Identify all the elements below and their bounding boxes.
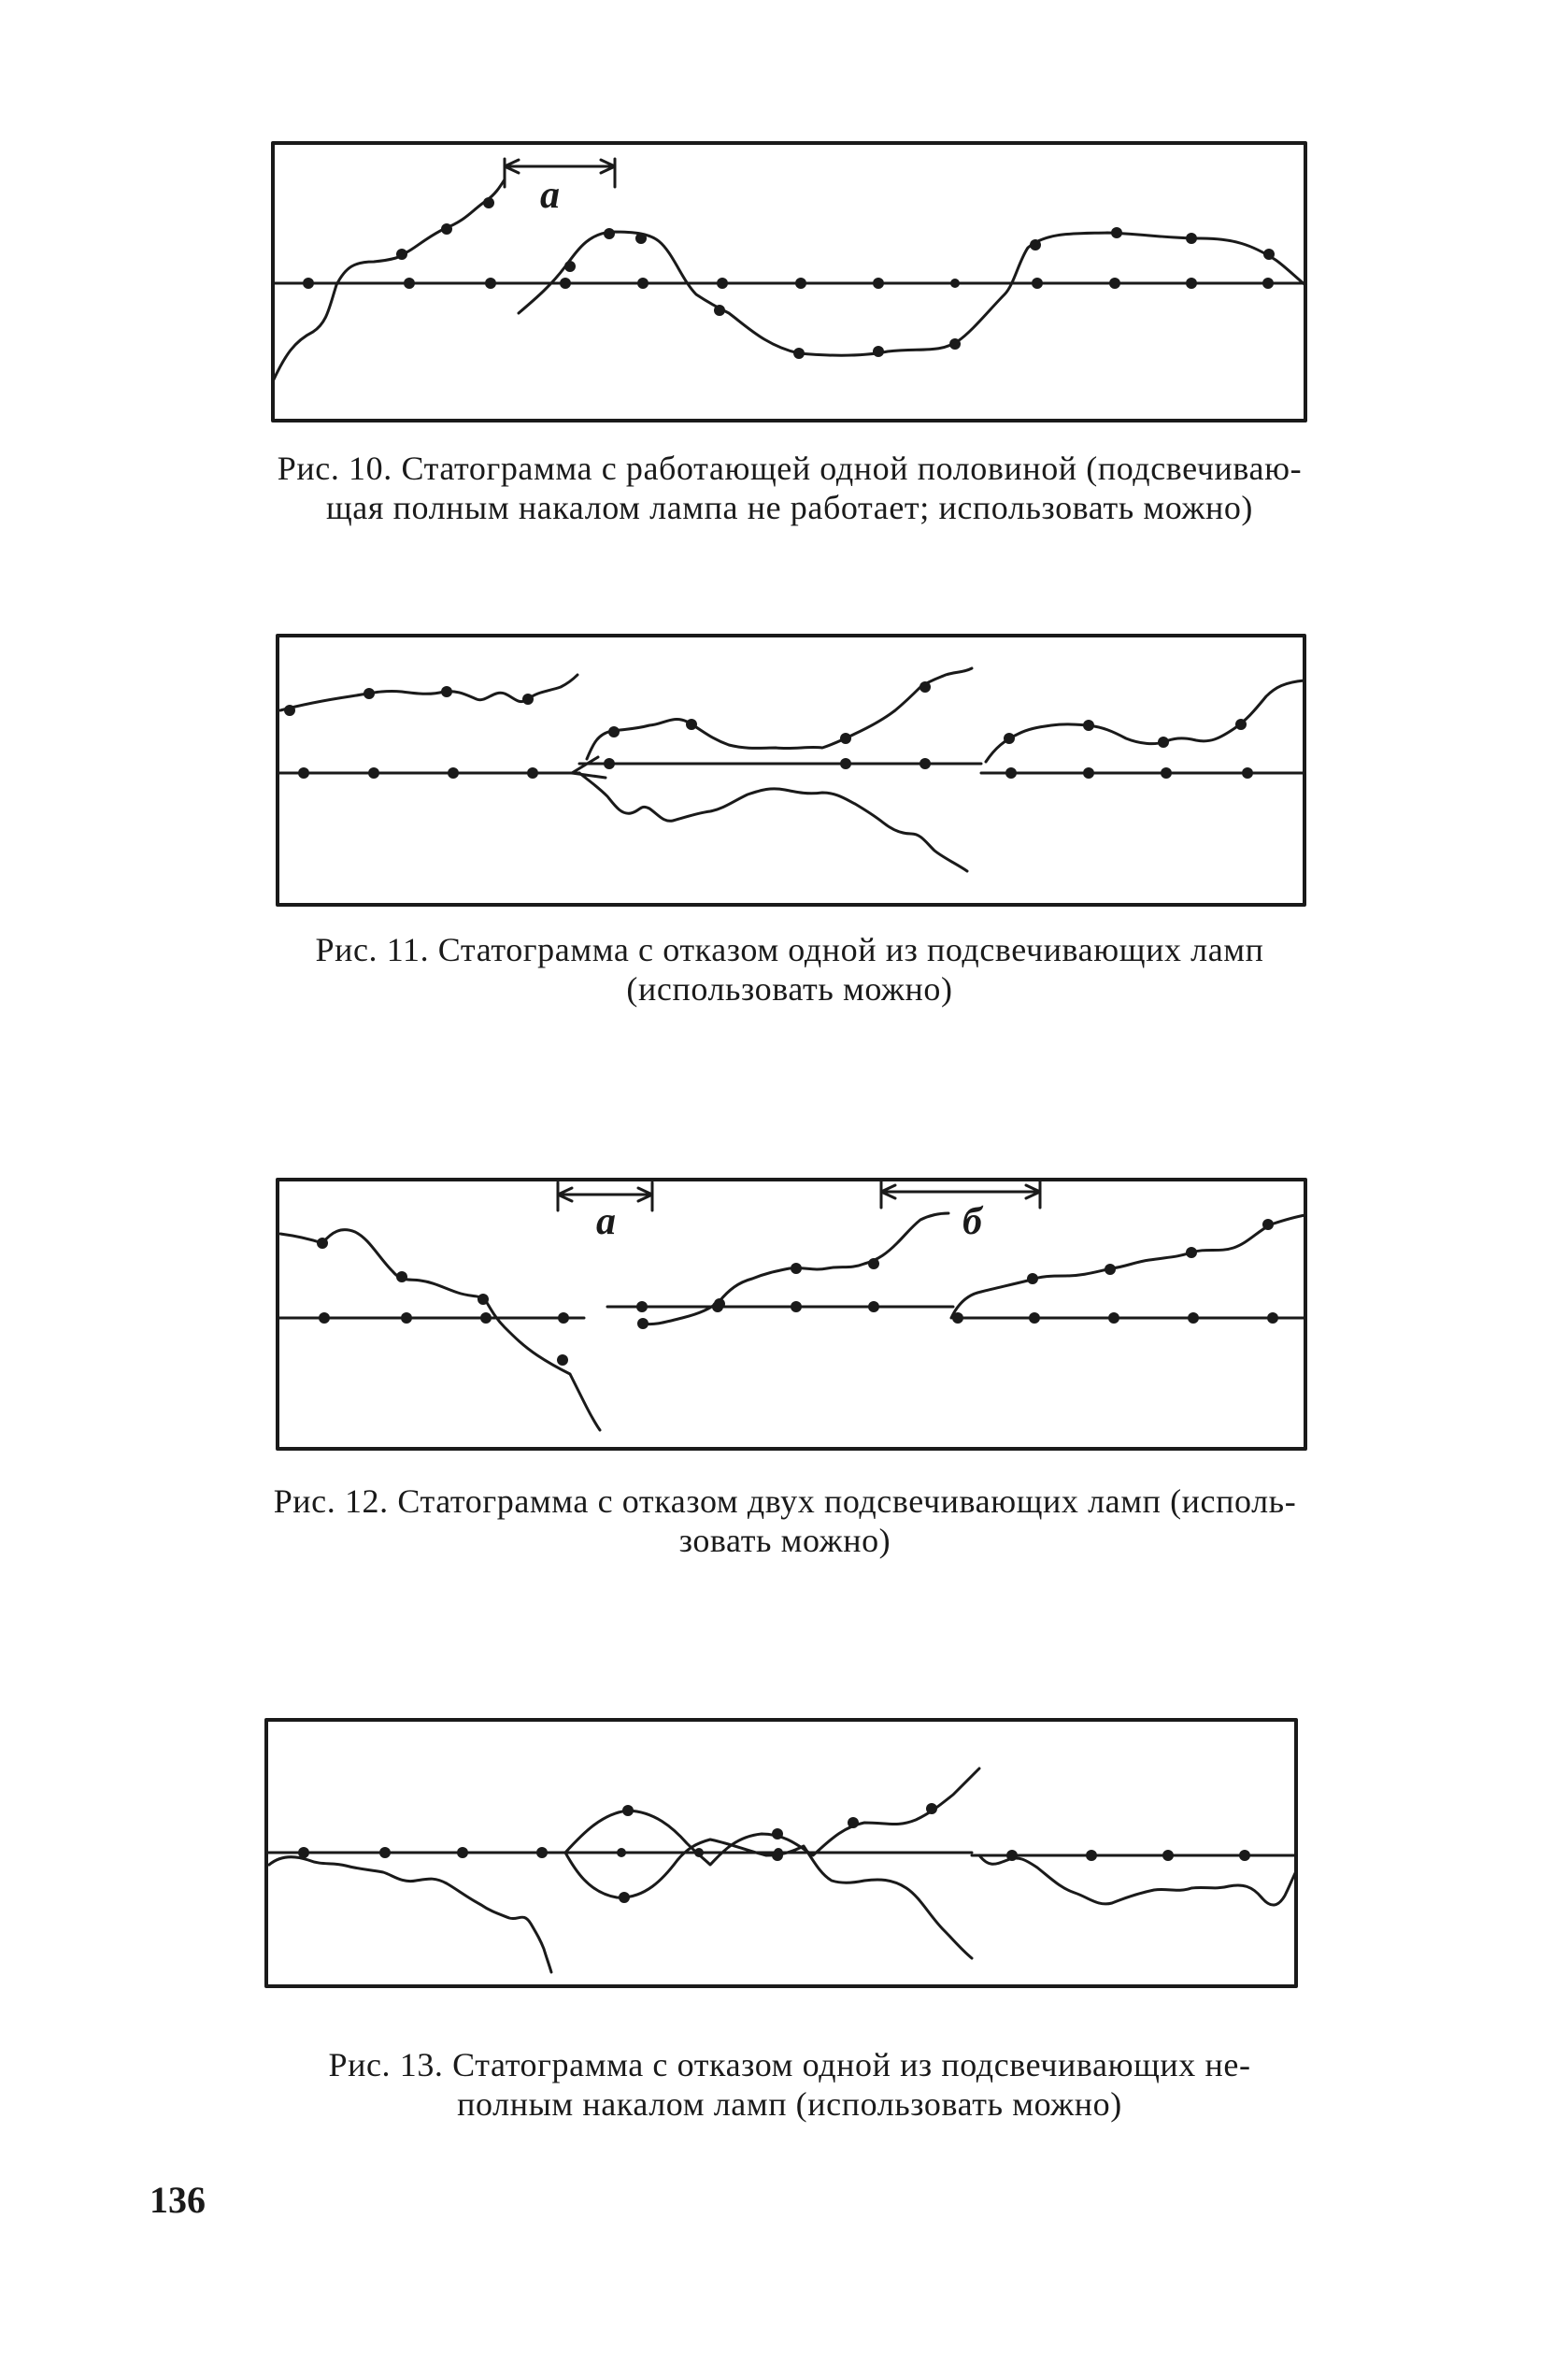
figure-10-caption-line-1: Рис. 10. Статограмма с работающей одной половиной (подсвечиваю-	[277, 450, 1303, 487]
figure-10-dots	[303, 197, 1275, 359]
figure-11-curve-join	[572, 757, 606, 778]
figure-13-loop-upper	[565, 1768, 979, 1865]
figure-11-curve-upper-left	[280, 675, 577, 710]
figure-11-curve-upper-right	[986, 680, 1304, 762]
figure-13-curve-lower-left	[269, 1857, 551, 1972]
figure-12-label-b: б	[962, 1200, 982, 1243]
figure-10-label-a: а	[540, 174, 560, 217]
figure-10-caption-line-2: щая полным накалом лампа не работает; использовать можно)	[325, 489, 1254, 526]
figure-13-diagram	[266, 1720, 1296, 1986]
figure-11-frame	[278, 636, 1304, 905]
page-number: 136	[150, 2179, 206, 2221]
figure-12-frame	[278, 1180, 1305, 1449]
figure-11-curve-lower-middle	[579, 773, 967, 871]
figure-12-curve-right	[951, 1215, 1305, 1318]
figure-10-caption	[271, 449, 1308, 527]
figure-11-caption-line-1: Рис. 11. Статограмма с отказом одной из подсвечивающих ламп	[315, 931, 1264, 968]
figure-12-curve-left	[280, 1230, 600, 1430]
figure-12-caption-line-2: зовать можно)	[678, 1522, 891, 1559]
figure-12-label-a: а	[596, 1200, 616, 1243]
figure-13-caption	[271, 2045, 1308, 2124]
figure-13-caption-line-2: полным накалом ламп (использовать можно)	[457, 2085, 1122, 2123]
figure-12-caption	[238, 1482, 1332, 1560]
figure-13-caption-line-1: Рис. 13. Статограмма с отказом одной из подсвечивающих не-	[328, 2046, 1251, 2083]
figure-12-caption-line-1: Рис. 12. Статограмма с отказом двух подсвечивающих ламп (исполь-	[273, 1482, 1297, 1520]
figure-12-diagram	[278, 1180, 1305, 1449]
figure-11-curve-upper-middle	[587, 668, 972, 759]
figure-11-caption-line-2: (использовать можно)	[626, 970, 953, 1008]
figure-13-curve-lower-right	[979, 1855, 1296, 1905]
figure-10-diagram	[273, 143, 1305, 421]
figure-11-caption	[271, 930, 1308, 1009]
figure-11-diagram	[278, 636, 1304, 905]
figure-10-curve-wave	[519, 232, 1305, 355]
